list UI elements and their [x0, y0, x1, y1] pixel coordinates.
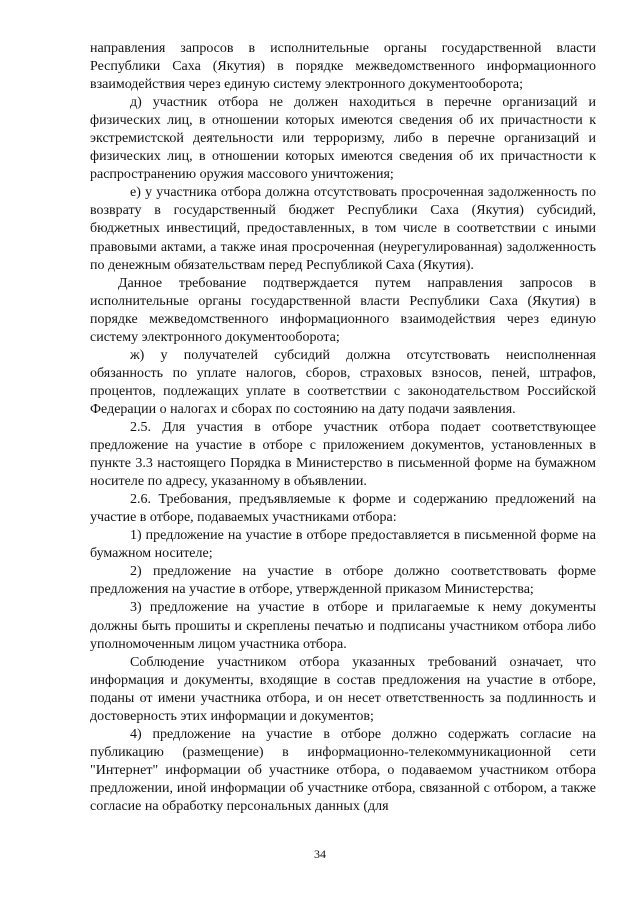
paragraph-clause-2-6: 2.6. Требования, предъявляемые к форме и содержанию предложений на участие в отборе, подаваемых участниками отбора: — [90, 492, 596, 526]
paragraph-item-zh: ж) у получателей субсидий должна отсутствовать неисполненная обязанность по уплате налогов, сборов, страховых взносов, пеней, штрафов, процентов, подлежащих уплате в соответствии с законодательством Российской Федерации о налогах и сборах по состоянию на дату подачи заявления. — [90, 347, 596, 417]
page-body — [90, 40, 596, 816]
paragraph-requirement-confirmation: Данное требование подтверждается путем направления запросов в исполнительные органы государственной власти Республики Саха (Якутия) в порядке межведомственного информационного взаимодействия через единую систему электронного документооборота; — [90, 275, 596, 345]
paragraph-clause-2-5: 2.5. Для участия в отборе участник отбора подает соответствующее предложение на участие в отборе с приложением документов, установленных в пункте 3.3 настоящего Порядка в Министерство в письменной форме на бумажном носителе по адресу, указанному в объявлении. — [90, 419, 596, 490]
paragraph-item-3: 3) предложение на участие в отборе и прилагаемые к нему документы должны быть прошиты и скреплены печатью и подписаны участником отбора либо уполномоченным лицом участника отбора. — [90, 600, 596, 652]
paragraph-item-4: 4) предложение на участие в отборе должно содержать согласие на публикацию (размещение) в информационно-телекоммуникационной сети "Интернет" информации об участнике отбора, о подаваемом участником отбора предложении, иной информации об участнике отбора, связанной с отбором, а также согласие на обработку персональных данных (для — [90, 726, 596, 814]
paragraph-item-1: 1) предложение на участие в отборе предоставляется в письменной форме на бумажном носителе; — [90, 528, 596, 562]
paragraph-compliance: Соблюдение участником отбора указанных требований означает, что информация и документы, входящие в состав предложения на участие в отборе, поданы от имени участника отбора, и он несет ответственность за подлинность и достоверность этих информации и документов; — [90, 654, 596, 724]
paragraph-item-2: 2) предложение на участие в отборе должно соответствовать форме предложения на участие в отборе, утвержденной приказом Министерства; — [90, 564, 596, 598]
paragraph-item-e: е) у участника отбора должна отсутствовать просроченная задолженность по возврату в государственный бюджет Республики Саха (Якутия) субсидий, бюджетных инвестиций, предоставленных, в том числе в соответствии с иными правовыми актами, а также иная просроченная (неурегулированная) задолженность по денежным обязательствам перед Республикой Саха (Якутия). — [90, 185, 596, 273]
page-number: 34 — [314, 847, 326, 861]
paragraph-item-d: д) участник отбора не должен находиться в перечне организаций и физических лиц, в отношении которых имеются сведения об их причастности к экстремистской деятельности или терроризму, либо в перечне организаций и физических лиц, в отношении которых имеются сведения об их причастности к распространению оружия массового уничтожения; — [90, 95, 596, 183]
paragraph-continuation: направления запросов в исполнительные органы государственной власти Республики Саха (Якутия) в порядке межведомственного информационного взаимодействия через единую систему электронного документооборота; — [90, 41, 596, 93]
